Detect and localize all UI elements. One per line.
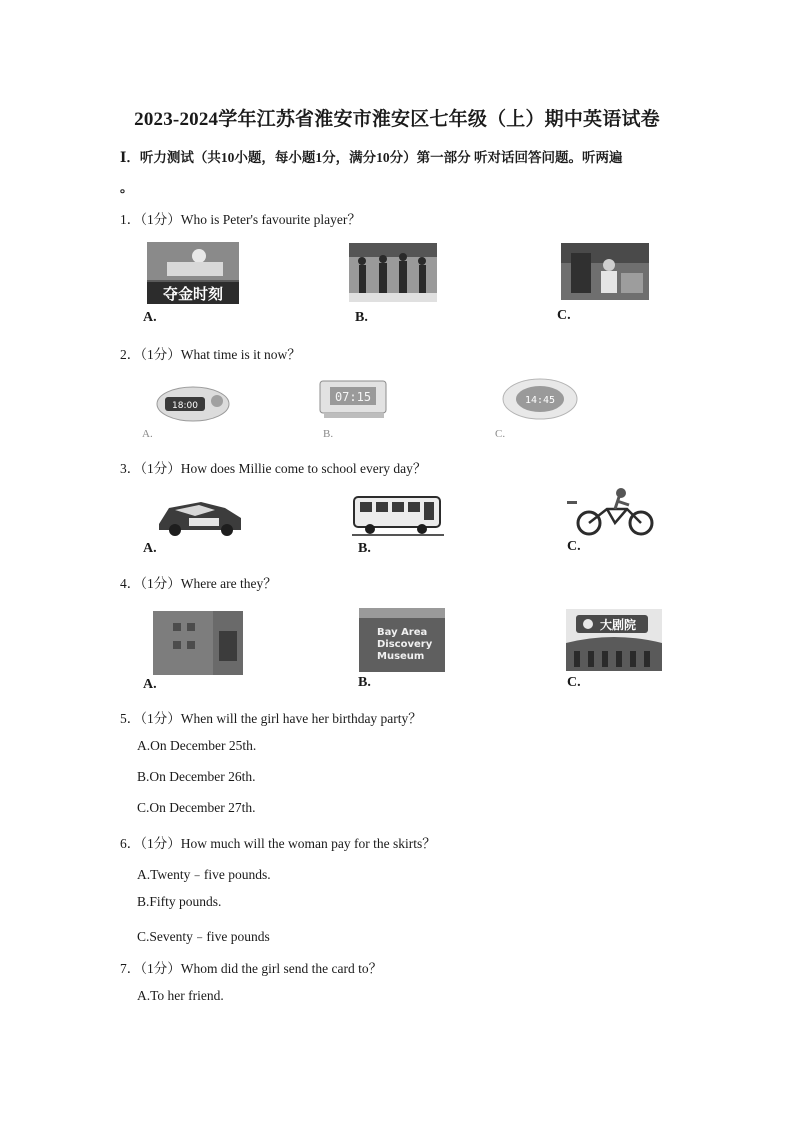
q1-label-b: B.: [355, 310, 368, 325]
question-7-text: Whom did the girl send the card to？: [180, 961, 383, 976]
q4-sign-line-2: Discovery: [377, 639, 433, 650]
q5-option-b: B.On December 26th.: [137, 769, 256, 784]
question-4: 4．（1分）Where are they？: [120, 576, 277, 591]
question-1: 1．（1分）Who is Peter's favourite player？: [120, 212, 361, 227]
question-4-text: Where are they？: [180, 576, 277, 591]
q2-clock-a-time: 18:00: [172, 401, 198, 411]
q2-label-c: C.: [495, 428, 506, 440]
q2-clock-b-time: 07:15: [334, 390, 372, 404]
q2-picture-c: [500, 376, 580, 422]
q2-clock-c-time: 14:45: [524, 395, 556, 406]
section-heading: Ⅰ．听力测试（共10小题，每小题1分，满分10分）第一部分 听对话回答问题。听两遍: [120, 150, 623, 165]
q1-label-a: A.: [143, 310, 157, 325]
question-2: 2．（1分）What time is it now？: [120, 347, 301, 362]
q3-label-a: A.: [143, 541, 157, 556]
question-3-text: How does Millie come to school every day？: [180, 461, 427, 476]
q2-picture-b: [318, 377, 390, 421]
q4-sign-line-1: Bay Area: [377, 627, 428, 638]
question-3: 3．（1分）How does Millie come to school every day？: [120, 461, 427, 476]
exam-title: 2023-2024学年江苏省淮安市淮安区七年级（上）期中英语试卷: [134, 109, 660, 130]
q6-option-a: A.Twenty﹣five pounds.: [137, 867, 271, 882]
q5-option-a: A.On December 25th.: [137, 738, 257, 753]
q3-label-b: B.: [358, 541, 371, 556]
q4-picture-a-building: [153, 611, 243, 675]
q2-label-b: B.: [323, 428, 334, 440]
q7-option-a: A.To her friend.: [137, 988, 224, 1003]
q4-label-b: B.: [358, 675, 371, 690]
q4-label-c: C.: [567, 675, 581, 690]
q3-picture-c-bicycle: [567, 487, 659, 537]
q3-label-c: C.: [567, 539, 581, 554]
question-6: 6．（1分）How much will the woman pay for the skirts？: [120, 836, 436, 851]
q5-option-c: C.On December 27th.: [137, 800, 256, 815]
question-6-text: How much will the woman pay for the skirts？: [180, 836, 436, 851]
q1-picture-b: [349, 243, 437, 302]
q6-option-b: B.Fifty pounds.: [137, 894, 222, 909]
q6-option-c: C.Seventy﹣five pounds: [137, 929, 270, 944]
q4-label-a: A.: [143, 677, 157, 692]
q3-picture-a-car: [155, 490, 245, 538]
question-5-text: When will the girl have her birthday party？: [180, 711, 422, 726]
q4-sign-c-text: 大剧院: [599, 618, 637, 632]
q4-sign-line-3: Museum: [377, 651, 425, 662]
q4-picture-c-theatre: [566, 609, 662, 671]
q4-picture-b-museum-sign: [359, 608, 445, 672]
q1-picture-c: [561, 243, 649, 300]
q1-picture-a-caption: 夺金时刻: [162, 285, 224, 303]
q3-picture-b-bus: [352, 491, 444, 537]
q2-label-a: A.: [142, 428, 153, 440]
question-5: 5．（1分）When will the girl have her birthday party？: [120, 711, 422, 726]
question-7: 7．（1分）Whom did the girl send the card to？: [120, 961, 383, 976]
q1-picture-a: [147, 242, 239, 304]
q1-label-c: C.: [557, 308, 571, 323]
q2-picture-a: [155, 383, 235, 423]
section-heading-continuation: 。: [120, 180, 134, 195]
question-2-text: What time is it now？: [180, 347, 301, 362]
question-1-text: Who is Peter's favourite player？: [180, 212, 361, 227]
